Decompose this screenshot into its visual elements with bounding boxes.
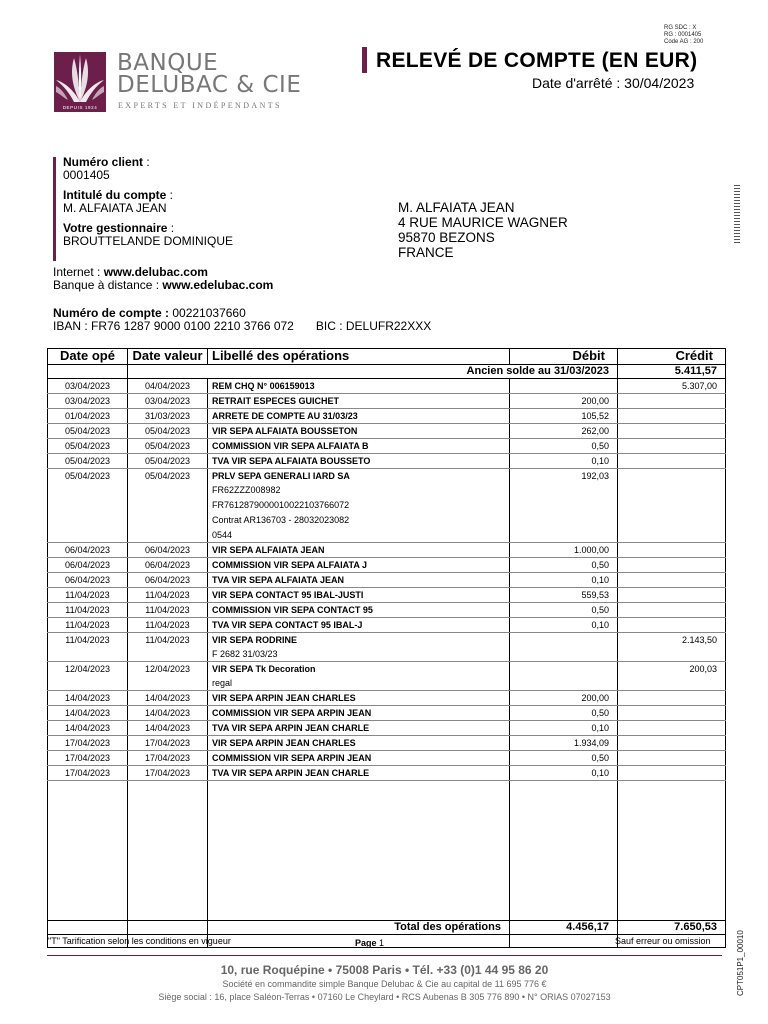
table-row [48,439,726,454]
reference-code: RG : 0001405 [664,32,702,38]
table-row [48,409,726,424]
bank-name-line1: BANQUE [117,50,219,76]
debit-cell: 559,53 [510,588,618,603]
credit-cell: 200,03 [618,662,726,691]
client-accent-bar [53,157,56,261]
debit-cell: 0,10 [510,721,618,736]
remote-banking-link[interactable]: www.edelubac.com [162,278,274,292]
libelle-text: COMMISSION VIR SEPA ALFAIATA B [212,441,369,451]
libelle-cell [208,394,510,409]
libelle-cell [208,379,510,394]
table-row [48,766,726,781]
credit-cell [618,558,726,573]
libelle-text: RETRAIT ESPECES GUICHET [212,396,340,406]
credit-cell [618,691,726,706]
header-date-valeur: Date valeur [128,349,208,365]
table-row [48,558,726,573]
table-row [48,543,726,558]
address-line: 4 RUE MAURICE WAGNER [398,215,568,230]
date-ope-cell: 11/04/2023 [48,588,128,603]
credit-cell [618,766,726,781]
account-title-value: M. ALFAIATA JEAN [63,201,167,215]
credit-cell [618,588,726,603]
internet-link[interactable]: www.delubac.com [103,265,208,279]
libelle-cell [208,454,510,469]
libelle-cell [208,424,510,439]
address-line: 95870 BEZONS [398,230,495,245]
libelle-text: COMMISSION VIR SEPA CONTACT 95 [212,605,373,615]
tarification-note: "T" Tarification selon les conditions en vigueur [48,936,231,946]
date-ope-cell: 11/04/2023 [48,603,128,618]
libelle-text: TVA VIR SEPA CONTACT 95 IBAL-J [212,620,363,630]
debit-cell: 0,50 [510,603,618,618]
header-credit: Crédit [618,349,726,365]
opening-balance-credit: 5.411,57 [618,365,726,379]
libelle-cell [208,588,510,603]
remote-banking-label: Banque à distance : [53,278,163,292]
total-debit: 4.456,17 [510,921,618,935]
date-ope-cell: 17/04/2023 [48,736,128,751]
libelle-text: VIR SEPA ARPIN JEAN CHARLES [212,693,356,703]
libelle-cell [208,618,510,633]
bank-tagline: EXPERTS ET INDÉPENDANTS [118,101,282,110]
table-row [48,736,726,751]
libelle-cell [208,736,510,751]
date-valeur-cell: 06/04/2023 [128,543,208,558]
libelle-cell [208,573,510,588]
libelle-text: COMMISSION VIR SEPA ARPIN JEAN [212,708,372,718]
table-row [48,454,726,469]
libelle-cell [208,706,510,721]
libelle-text: VIR SEPA Tk Decoration [212,664,316,674]
date-value: 30/04/2023 [624,75,695,91]
libelle-detail: 0544 [212,530,233,540]
libelle-cell [208,439,510,454]
libelle-text: VIR SEPA ARPIN JEAN CHARLES [212,738,356,748]
credit-cell: 5.307,00 [618,379,726,394]
opening-balance-label: Ancien solde au 31/03/2023 [128,365,618,379]
total-label: Total des opérations [208,921,510,935]
date-valeur-cell: 14/04/2023 [128,721,208,736]
credit-cell [618,454,726,469]
date-valeur-cell: 17/04/2023 [128,751,208,766]
debit-cell [510,633,618,662]
reference-codes [664,25,703,46]
table-row [48,424,726,439]
footer-divider [47,955,722,956]
table-row [48,662,726,691]
date-valeur-cell: 06/04/2023 [128,573,208,588]
date-valeur-cell: 05/04/2023 [128,469,208,543]
address-line: FRANCE [398,245,454,260]
table-row [48,691,726,706]
date-ope-cell: 06/04/2023 [48,573,128,588]
date-valeur-cell: 05/04/2023 [128,454,208,469]
libelle-text: COMMISSION VIR SEPA ALFAIATA J [212,560,368,570]
debit-cell [510,379,618,394]
date-ope-cell: 17/04/2023 [48,751,128,766]
debit-cell: 0,50 [510,706,618,721]
libelle-text: TVA VIR SEPA ARPIN JEAN CHARLE [212,723,370,733]
date-valeur-cell: 04/04/2023 [128,379,208,394]
bank-footer [47,963,722,1004]
libelle-text: VIR SEPA CONTACT 95 IBAL-JUSTI [212,590,364,600]
libelle-text: VIR SEPA ALFAIATA JEAN [212,545,325,555]
account-info [53,307,431,333]
credit-cell [618,618,726,633]
date-ope-cell: 03/04/2023 [48,379,128,394]
operations-table [47,348,726,948]
libelle-text: TVA VIR SEPA ALFAIATA JEAN [212,575,345,585]
table-row [48,603,726,618]
page-indicator [355,938,384,948]
debit-cell: 0,10 [510,766,618,781]
date-ope-cell: 06/04/2023 [48,558,128,573]
debit-cell [510,662,618,691]
account-number-value: 00221037660 [172,306,246,320]
date-valeur-cell: 11/04/2023 [128,618,208,633]
credit-cell [618,721,726,736]
statement-date [532,75,694,91]
libelle-text: VIR SEPA ALFAIATA BOUSSETON [212,426,358,436]
debit-cell: 0,10 [510,573,618,588]
libelle-text: ARRETE DE COMPTE AU 31/03/23 [212,411,358,421]
libelle-text: VIR SEPA RODRINE [212,635,298,645]
credit-cell [618,394,726,409]
libelle-cell [208,691,510,706]
table-row [48,379,726,394]
date-valeur-cell: 17/04/2023 [128,766,208,781]
libelle-text: TVA VIR SEPA ALFAIATA BOUSSETO [212,456,371,466]
date-ope-cell: 03/04/2023 [48,394,128,409]
libelle-cell [208,603,510,618]
date-valeur-cell: 11/04/2023 [128,588,208,603]
libelle-cell [208,409,510,424]
page-label: Page [355,938,377,948]
libelle-text: TVA VIR SEPA ARPIN JEAN CHARLE [212,768,370,778]
account-title-label: Intitulé du compte [63,188,167,202]
date-valeur-cell: 11/04/2023 [128,633,208,662]
libelle-cell [208,721,510,736]
libelle-detail: F 2682 31/03/23 [212,649,278,659]
debit-cell: 0,50 [510,439,618,454]
reference-code: RG SDC : X [664,25,697,31]
page-number: 1 [379,938,385,948]
debit-cell: 1.934,09 [510,736,618,751]
table-row [48,751,726,766]
account-number-label: Numéro de compte : [53,306,173,320]
table-row [48,618,726,633]
libelle-cell [208,662,510,691]
debit-cell: 200,00 [510,691,618,706]
document-code: CPT051P1_00010 [736,930,745,996]
libelle-cell [208,558,510,573]
header-debit: Débit [510,349,618,365]
credit-cell [618,573,726,588]
table-row [48,469,726,543]
total-row [48,921,726,935]
debit-cell: 200,00 [510,394,618,409]
side-barcode [734,185,740,245]
bank-name [117,52,301,96]
footer-company: Société en commandite simple Banque Delubac & Cie au capital de 11 695 776 € [222,979,547,989]
date-valeur-cell: 14/04/2023 [128,706,208,721]
date-ope-cell: 14/04/2023 [48,706,128,721]
date-ope-cell: 17/04/2023 [48,766,128,781]
logo-since: DEPUIS 1924 [54,104,106,112]
sauf-erreur-note: Sauf erreur ou omission [615,936,711,946]
date-ope-cell: 01/04/2023 [48,409,128,424]
manager-value: BROUTTELANDE DOMINIQUE [63,234,234,248]
reference-code: Code AG : 200 [664,39,704,45]
date-valeur-cell: 12/04/2023 [128,662,208,691]
credit-cell [618,409,726,424]
date-valeur-cell: 17/04/2023 [128,736,208,751]
date-valeur-cell: 05/04/2023 [128,424,208,439]
bank-logo-emblem [54,52,106,104]
date-ope-cell: 11/04/2023 [48,618,128,633]
footer-registered-office: Siège social : 16, place Saléon-Terras • 07160 Le Cheylard • RCS Aubenas B 305 776 890 • N° ORIAS 07027153 [158,992,611,1002]
iban: IBAN : FR76 1287 9000 0100 2210 3766 072 [53,319,294,333]
libelle-text: COMMISSION VIR SEPA ARPIN JEAN [212,753,372,763]
table-row [48,573,726,588]
title-accent-bar [362,47,367,73]
libelle-detail: regal [212,678,233,688]
libelle-detail: FR7612879000010022103766072 [212,500,350,510]
libelle-cell [208,469,510,543]
bic: BIC : DELUFR22XXX [315,319,432,333]
table-row [48,588,726,603]
client-number-value: 0001405 [63,168,110,182]
date-ope-cell: 05/04/2023 [48,424,128,439]
address-line: M. ALFAIATA JEAN [398,200,515,215]
internet-label: Internet : [53,265,104,279]
table-filler [48,781,726,921]
libelle-cell [208,751,510,766]
debit-cell: 1.000,00 [510,543,618,558]
debit-cell: 0,10 [510,454,618,469]
credit-cell [618,706,726,721]
manager-label: Votre gestionnaire [63,221,168,235]
libelle-text: REM CHQ N° 006159013 [212,381,315,391]
opening-balance-row [48,365,726,379]
date-ope-cell: 11/04/2023 [48,633,128,662]
credit-cell [618,603,726,618]
credit-cell [618,736,726,751]
statement-title: RELEVÉ DE COMPTE (EN EUR) [376,49,698,72]
date-ope-cell: 14/04/2023 [48,691,128,706]
date-label: Date d'arrêté : [532,75,625,91]
libelle-cell [208,633,510,662]
footer-address: 10, rue Roquépine • 75008 Paris • Tél. +33 (0)1 44 95 86 20 [220,963,549,977]
debit-cell: 262,00 [510,424,618,439]
date-valeur-cell: 31/03/2023 [128,409,208,424]
date-valeur-cell: 11/04/2023 [128,603,208,618]
date-ope-cell: 12/04/2023 [48,662,128,691]
credit-cell [618,424,726,439]
header-date-ope: Date opé [48,349,128,365]
table-row [48,721,726,736]
libelle-text: PRLV SEPA GENERALI IARD SA [212,471,350,481]
debit-cell: 0,50 [510,558,618,573]
debit-cell: 192,03 [510,469,618,543]
table-row [48,706,726,721]
credit-cell: 2.143,50 [618,633,726,662]
credit-cell [618,439,726,454]
total-credit: 7.650,53 [618,921,726,935]
debit-cell: 0,50 [510,751,618,766]
libelle-detail: Contrat AR136703 - 28032023082 [212,515,350,525]
date-ope-cell: 14/04/2023 [48,721,128,736]
debit-cell: 105,52 [510,409,618,424]
date-valeur-cell: 06/04/2023 [128,558,208,573]
credit-cell [618,469,726,543]
debit-cell: 0,10 [510,618,618,633]
libelle-cell [208,766,510,781]
date-valeur-cell: 05/04/2023 [128,439,208,454]
date-ope-cell: 05/04/2023 [48,469,128,543]
credit-cell [618,543,726,558]
libelle-detail: FR62ZZZ008982 [212,485,281,495]
date-valeur-cell: 14/04/2023 [128,691,208,706]
table-row [48,633,726,662]
bank-name-line2: DELUBAC & CIE [117,72,302,98]
header-libelle: Libellé des opérations [208,349,510,365]
date-ope-cell: 06/04/2023 [48,543,128,558]
date-ope-cell: 05/04/2023 [48,454,128,469]
client-number-label: Numéro client [63,155,144,169]
credit-cell [618,751,726,766]
date-ope-cell: 05/04/2023 [48,439,128,454]
date-valeur-cell: 03/04/2023 [128,394,208,409]
contact-info [53,266,273,292]
table-row [48,394,726,409]
client-info: Numéro client : 0001405 Intitulé du compte : M. ALFAIATA JEAN Votre gestionnaire : BROUTTELANDE DOMINIQUE [63,155,234,248]
recipient-address [398,200,568,260]
libelle-cell [208,543,510,558]
